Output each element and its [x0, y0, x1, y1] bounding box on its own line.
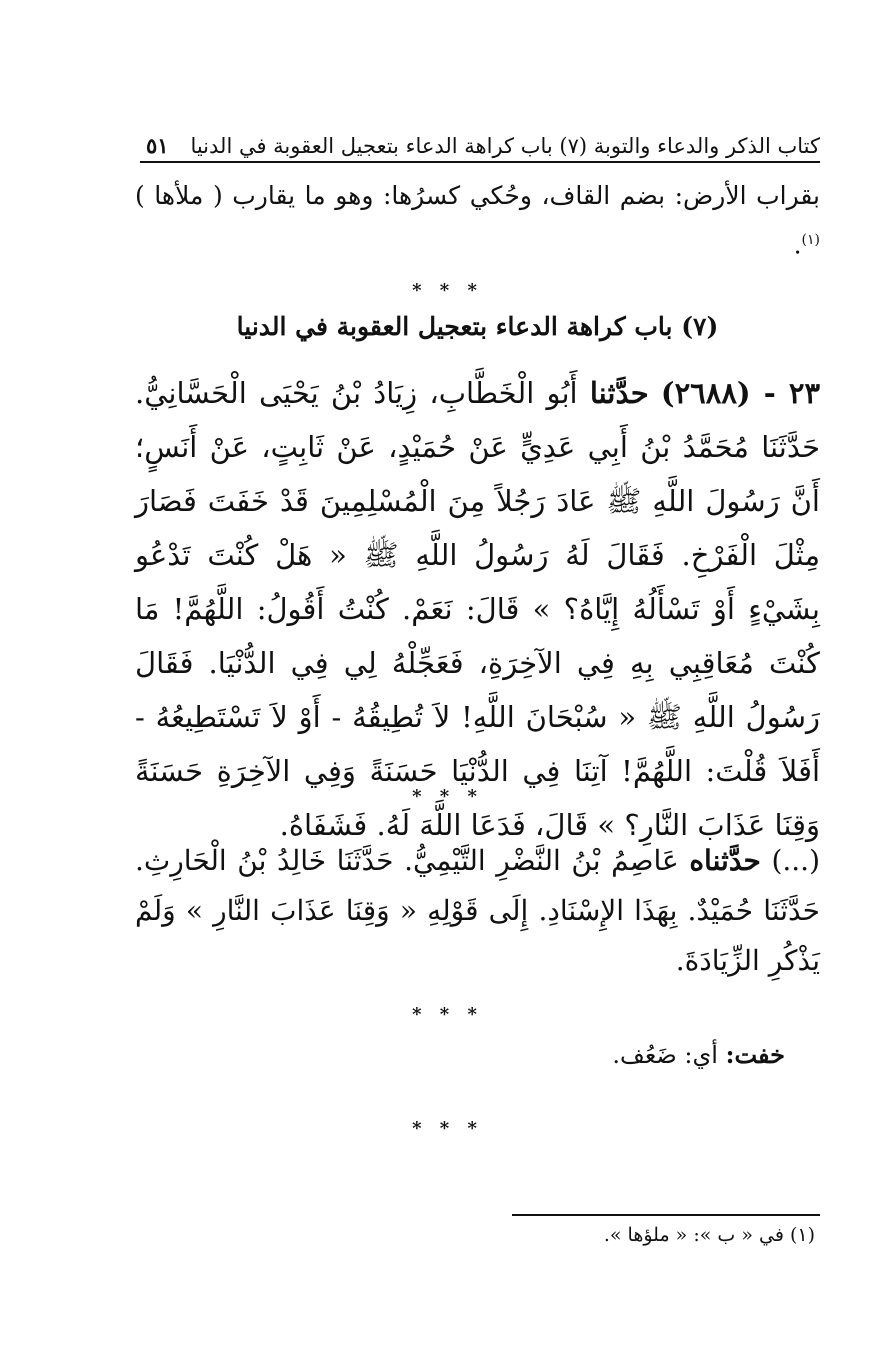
hadith-text: أَبُو الْخَطَّابِ، زِيَادُ بْنُ يَحْيَى الْحَسَّانِيُّ. حَدَّثَنَا مُحَمَّدُ بْنُ أَبِي عَدِيٍّ عَنْ حُمَيْدٍ، عَنْ ثَابِتٍ، عَنْ أَنَسٍ؛ أَنَّ رَسُولَ اللَّهِ ﷺ عَادَ رَجُلاً مِنَ الْمُسْلِمِينَ قَدْ خَفَتَ فَصَارَ مِثْلَ الْفَرْخِ. فَقَالَ لَهُ رَسُولُ اللَّهِ ﷺ « هَلْ كُنْتَ تَدْعُو بِشَيْءٍ أَوْ تَسْأَلُهُ إِيَّاهُ؟ » قَالَ: نَعَمْ. كُنْتُ أَقُولُ: اللَّهُمَّ! مَا كُنْتَ مُعَاقِبِي بِهِ فِي الآخِرَةِ، فَعَجِّلْهُ لِي فِي الدُّنْيَا. فَقَالَ رَسُولُ اللَّهِ ﷺ « سُبْحَانَ اللَّهِ! لاَ تُطِيقُهُ - أَوْ لاَ تَسْتَطِيعُهُ - أَفَلاَ قُلْتَ: اللَّهُمَّ! آتِنَا فِي الدُّنْيَا حَسَنَةً وَفِي الآخِرَةِ حَسَنَةً وَقِنَا عَذَابَ النَّارِ؟ » قَالَ، فَدَعَا اللَّهَ لَهُ. فَشَفَاهُ.: [135, 376, 820, 842]
hadith-narration-word: حدَّثنا: [589, 376, 649, 410]
intro-end: .: [793, 230, 802, 260]
hadith-paragraph: [135, 836, 820, 986]
header-title: كتاب الذكر والدعاء والتوبة (٧) باب كراهة الدعاء بتعجيل العقوبة في الدنيا: [190, 134, 820, 158]
section-separator: * * *: [412, 1118, 483, 1139]
section-separator: * * *: [412, 280, 483, 301]
section-separator: * * *: [412, 786, 483, 807]
hadith-number: (...): [771, 844, 820, 877]
gloss-definition: أي: ضَعُف.: [612, 1041, 718, 1069]
gloss-note: [612, 1040, 785, 1069]
intro-text: بقراب الأرض: بضم القاف، وحُكي كسرُها: وهو ما يقارب ( ملأها ): [135, 181, 820, 210]
intro-paragraph: [135, 174, 820, 267]
footnote-mark: (١): [801, 232, 820, 248]
hadith-paragraph: [135, 366, 820, 852]
running-header: [140, 118, 820, 158]
gloss-term: خفت:: [725, 1040, 785, 1069]
header-rule: [140, 161, 820, 163]
hadith-number: ٢٣ - (٢٦٨٨): [660, 376, 821, 410]
hadith-text: عَاصِمُ بْنُ النَّضْرِ التَّيْمِيُّ. حَدَّثَنَا خَالِدُ بْنُ الْحَارِثِ. حَدَّثَنَا حُمَيْدٌ. بِهَذَا الإِسْنَادِ. إِلَى قَوْلِهِ « وَقِنَا عَذَابَ النَّارِ » وَلَمْ يَذْكُرِ الزِّيَادَةَ.: [135, 844, 820, 977]
footnote-rule: [512, 1214, 820, 1216]
hadith-narration-word: حدَّثناه: [689, 844, 761, 877]
page-number: ٥١: [146, 133, 169, 158]
chapter-title: (٧) باب كراهة الدعاء بتعجيل العقوبة في الدنيا: [236, 312, 719, 341]
footnote: (١) في « ب »: « ملؤها ».: [603, 1224, 815, 1246]
section-separator: * * *: [412, 1004, 483, 1025]
